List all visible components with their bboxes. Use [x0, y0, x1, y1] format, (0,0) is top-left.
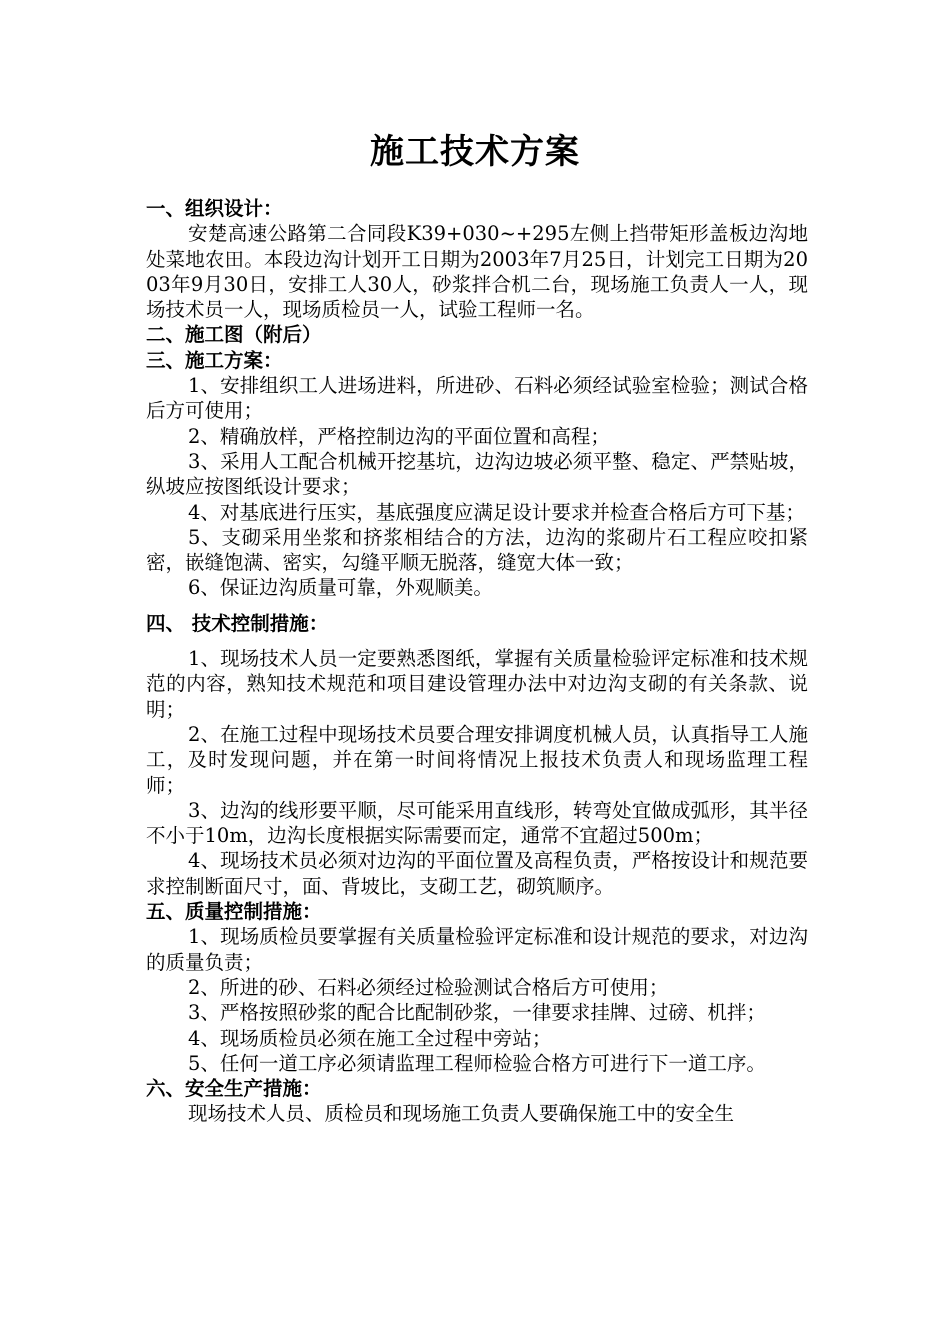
- list-item: 5、支砌采用坐浆和挤浆相结合的方法，边沟的浆砌片石工程应咬扣紧密，嵌缝饱满、密实，勾缝平顺无脱落，缝宽大体一致；: [146, 525, 808, 575]
- document-title: 施工技术方案: [370, 132, 580, 172]
- list-item: 2、所进的砂、石料必须经过检验测试合格后方可使用；: [188, 975, 669, 999]
- list-item: 1、现场技术人员一定要熟悉图纸，掌握有关质量检验评定标准和技术规范的内容，熟知技术规范和项目建设管理办法中对边沟支砌的有关条款、说明；: [146, 647, 808, 721]
- section-heading-drawings: 二、施工图（附后）: [146, 323, 322, 347]
- section-heading-construction-plan: 三、施工方案：: [146, 348, 283, 372]
- paragraph: 现场技术人员、质检员和现场施工负责人要确保施工中的安全生: [188, 1102, 735, 1126]
- list-item: 3、严格按照砂浆的配合比配制砂浆，一律要求挂牌、过磅、机拌；: [188, 1001, 766, 1025]
- document-body: [146, 196, 808, 1127]
- list-item: 5、任何一道工序必须请监理工程师检验合格方可进行下一道工序。: [188, 1051, 766, 1075]
- section-heading-quality-control: 五、质量控制措施：: [146, 900, 322, 924]
- list-item: 1、安排组织工人进场进料，所进砂、石料必须经试验室检验；测试合格后方可使用；: [146, 374, 808, 423]
- list-item: 2、精确放样，严格控制边沟的平面位置和高程；: [188, 424, 610, 448]
- list-item: 1、现场质检员要掌握有关质量检验评定标准和设计规范的要求，对边沟的质量负责；: [146, 925, 808, 974]
- list-item: 4、现场质检员必须在施工全过程中旁站；: [188, 1026, 552, 1050]
- list-item: 4、现场技术员必须对边沟的平面位置及高程负责，严格按设计和规范要求控制断面尺寸，面、背坡比，支砌工艺，砌筑顺序。: [146, 849, 808, 898]
- list-item: 3、边沟的线形要平顺，尽可能采用直线形，转弯处宜做成弧形，其半径不小于10m，边沟长度根据实际需要而定，通常不宜超过500m；: [146, 798, 808, 848]
- list-item: 2、在施工过程中现场技术员要合理安排调度机械人员，认真指导工人施工，及时发现问题，并在第一时间将情况上报技术负责人和现场监理工程师；: [146, 722, 808, 797]
- list-item: 6、保证边沟质量可靠，外观顺美。: [188, 576, 493, 600]
- section-heading-technical-control: 四、 技术控制措施：: [146, 611, 329, 635]
- section-heading-organization: 一、组织设计：: [146, 197, 283, 220]
- list-item: 3、采用人工配合机械开挖基坑，边沟边坡必须平整、稳定、严禁贴坡，纵坡应按图纸设计要求；: [146, 449, 808, 499]
- list-item: 4、对基底进行压实，基底强度应满足设计要求并检查合格后方可下基；: [188, 500, 805, 524]
- paragraph: 安楚高速公路第二合同段K39+030~+295左侧上挡带矩形盖板边沟地处菜地农田。本段边沟计划开工日期为2003年7月25日，计划完工日期为2003年9月30日，安排工人30人，砂浆拌合机二台，现场施工负责人一人，现场技术员一人，现场质检员一人，试验工程师一名。: [146, 222, 808, 322]
- section-heading-safety: 六、安全生产措施：: [146, 1077, 322, 1101]
